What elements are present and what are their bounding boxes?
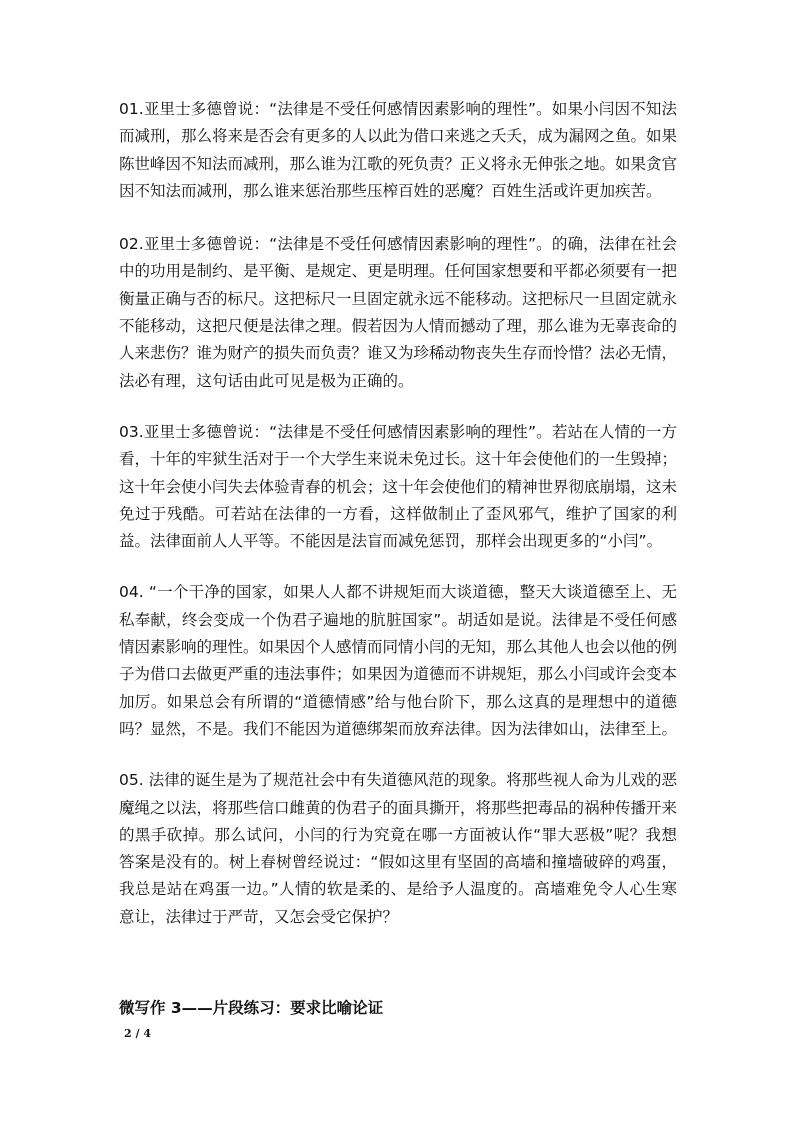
section-heading: 微写作 3——片段练习：要求比喻论证 — [119, 999, 384, 1017]
paragraph-03: 03.亚里士多德曾说：“法律是不受任何感情因素影响的理性”。若站在人情的一方看，十年的牢狱生活对于一个大学生来说未免过长。这十年会使他们的一生毁掉；这十年会使小闫失去体验青春的机会；这十年会使他们的精神世界彻底崩塌，这未免过于残酷。可若站在法律的一方看，这样做制止了歪风邪气，维护了国家的利益。法律面前人人平等。不能因是法盲而减免惩罚，那样会出现更多的“小闫”。 — [119, 422, 678, 551]
paragraph-04: 04. “一个干净的国家，如果人人都不讲规矩而大谈道德，整天大谈道德至上、无私奉献，终会变成一个伪君子遍地的肮脏国家”。胡适如是说。法律是不受任何感情因素影响的理性。如果因个人感情而同情小闫的无知，那么其他人也会以他的例子为借口去做更严重的违法事件；如果因为道德而不讲规矩，那么小闫或许会变本加厉。如果总会有所谓的“道德情感”给与他台阶下，那么这真的是理想中的道德吗？显然，不是。我们不能因为道德绑架而放弃法律。因为法律如山，法律至上。 — [119, 583, 678, 738]
document-body — [119, 96, 677, 956]
paragraph-05: 05. 法律的诞生是为了规范社会中有失道德风范的现象。将那些视人命为儿戏的恶魔绳之以法，将那些信口雌黄的伪君子的面具撕开，将那些把毒品的祸种传播开来的黑手砍掉。那么试问，小闫的行为究竟在哪一方面被认作“罪大恶极”呢？我想答案是没有的。树上春树曾经说过：“假如这里有坚固的高墙和撞墙破碎的鸡蛋，我总是站在鸡蛋一边。”人情的软是柔的、是给予人温度的。高墙难免令人心生寒意让，法律过于严苛，又怎会受它保护？ — [119, 771, 678, 926]
paragraph-01: 01.亚里士多德曾说：“法律是不受任何感情因素影响的理性”。如果小闫因不知法而减刑，那么将来是否会有更多的人以此为借口来逃之夭夭，成为漏网之鱼。如果陈世峰因不知法而减刑，那么谁为江歌的死负责？正义将永无伸张之地。如果贪官因不知法而减刑，那么谁来惩治那些压榨百姓的恶魔？百姓生活或许更加疾苦。 — [119, 100, 678, 200]
paragraph-02: 02.亚里士多德曾说：“法律是不受任何感情因素影响的理性”。的确，法律在社会中的功用是制约、是平衡、是规定、更是明理。任何国家想要和平都必须要有一把衡量正确与否的标尺。这把标尺一旦固定就永远不能移动。这把标尺一旦固定就永不能移动，这把尺便是法律之理。假若因为人情而撼动了理，那么谁为无辜丧命的人来悲伤？谁为财产的损失而负责？谁又为珍稀动物丧失生存而怜惜？法必无情，法必有理，这句话由此可见是极为正确的。 — [119, 235, 678, 390]
page-number: 2 / 4 — [124, 1027, 151, 1040]
